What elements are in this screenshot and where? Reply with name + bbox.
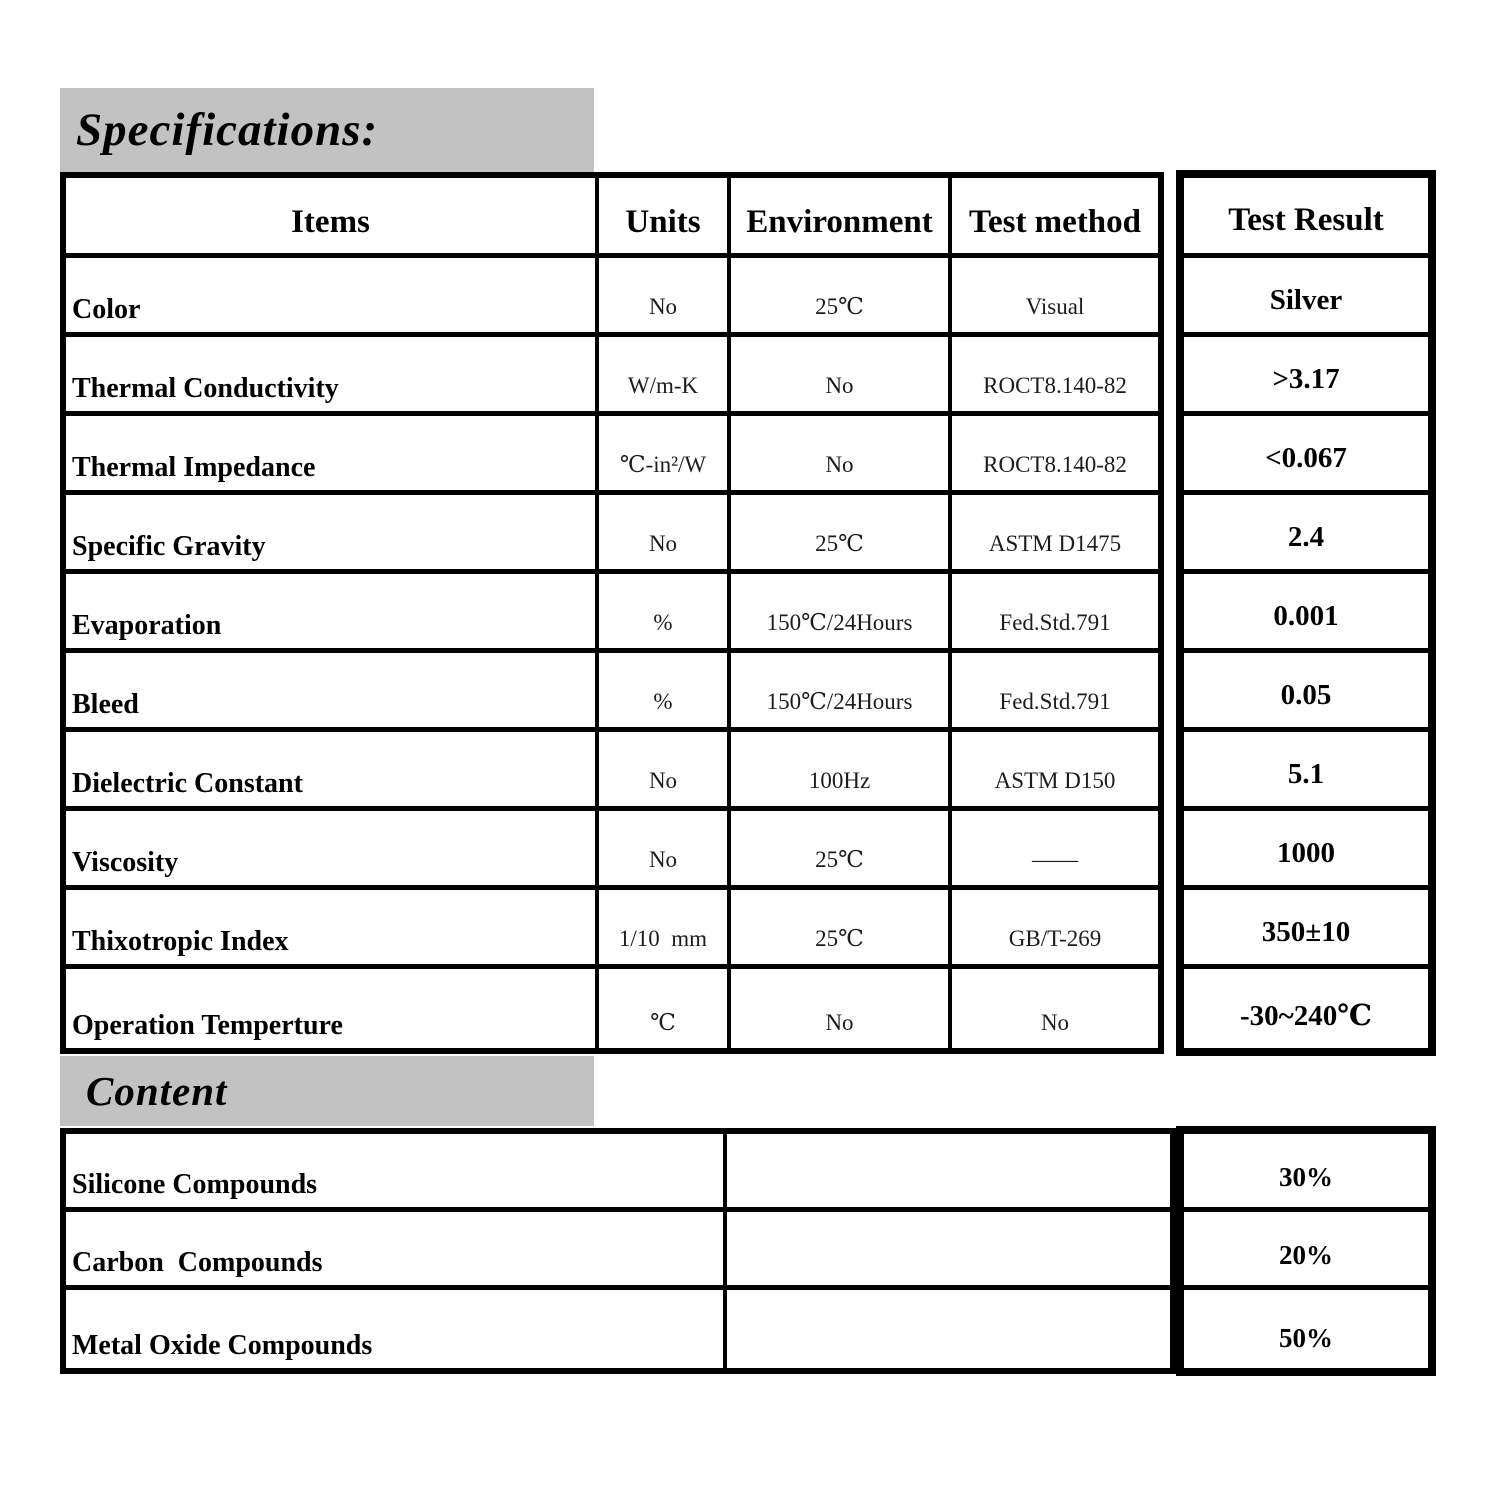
test-result-column [1176,170,1436,1056]
spec-environment-color: 25℃ [731,258,952,337]
column-header-test-result: Test Result [1184,178,1428,258]
column-header-items: Items [66,178,599,258]
spec-item-operation-temperture: Operation Temperture [66,969,599,1048]
spec-test-method-operation-temperture: No [1040,1010,1070,1035]
content-value-silicone-compounds: 30% [1184,1134,1428,1212]
spec-result-thermal-impedance: <0.067 [1184,416,1428,495]
spec-item-dielectric-constant: Dielectric Constant [66,732,599,811]
spec-units-bleed: % [599,653,731,732]
spec-result-bleed: 0.05 [1184,653,1428,732]
spec-result-viscosity: 1000 [1184,811,1428,890]
content-value-metal-oxide-compounds: 50% [1279,1323,1333,1353]
spec-units-thermal-conductivity: W/m-K [599,337,731,416]
specifications-title: Specifications: [76,104,379,156]
spec-result-operation-temperture: -30~240℃ [1240,1000,1372,1032]
spec-environment-dielectric-constant: 100Hz [731,732,952,811]
content-heading-bar [60,1056,594,1126]
spec-item-thixotropic-index: Thixotropic Index [66,890,599,969]
spec-test-method-thixotropic-index: GB/T-269 [952,890,1158,969]
spec-environment-specific-gravity: 25℃ [731,495,952,574]
content-empty-cell [727,1134,1170,1212]
spec-item-color: Color [66,258,599,337]
spec-item-thermal-conductivity: Thermal Conductivity [66,337,599,416]
spec-item-thermal-impedance: Thermal Impedance [66,416,599,495]
content-title: Content [86,1068,228,1114]
spec-item-evaporation: Evaporation [66,574,599,653]
content-item-carbon-compounds: Carbon Compounds [66,1212,727,1290]
spec-test-method-evaporation: Fed.Std.791 [952,574,1158,653]
spec-environment-bleed: 150℃/24Hours [731,653,952,732]
column-header-test-method: Test method [952,178,1158,258]
content-table [60,1128,1176,1374]
spec-units-dielectric-constant: No [599,732,731,811]
spec-test-method-bleed: Fed.Std.791 [952,653,1158,732]
content-item-metal-oxide-compounds: Metal Oxide Compounds [66,1290,727,1368]
spec-test-method-dielectric-constant: ASTM D150 [952,732,1158,811]
spec-units-color: No [599,258,731,337]
spec-item-viscosity: Viscosity [66,811,599,890]
column-header-units: Units [599,178,731,258]
spec-test-method-thermal-conductivity: ROCT8.140-82 [952,337,1158,416]
spec-environment-evaporation: 150℃/24Hours [731,574,952,653]
specifications-heading-bar [60,88,594,172]
spec-result-color: Silver [1184,258,1428,337]
spec-environment-thermal-conductivity: No [731,337,952,416]
spec-result-specific-gravity: 2.4 [1184,495,1428,574]
spec-environment-viscosity: 25℃ [731,811,952,890]
spec-test-method-color: Visual [952,258,1158,337]
content-value-carbon-compounds: 20% [1184,1212,1428,1290]
spec-units-specific-gravity: No [599,495,731,574]
spec-units-thixotropic-index: 1/10 mm [599,890,731,969]
spec-units-evaporation: % [599,574,731,653]
spec-test-method-thermal-impedance: ROCT8.140-82 [952,416,1158,495]
specifications-table [60,172,1164,1054]
content-empty-cell [727,1212,1170,1290]
spec-units-operation-temperture: ℃ [599,969,731,1048]
spec-test-method-viscosity: —— [952,811,1158,890]
spec-item-specific-gravity: Specific Gravity [66,495,599,574]
spec-environment-thermal-impedance: No [731,416,952,495]
spec-result-dielectric-constant: 5.1 [1184,732,1428,811]
spec-units-viscosity: No [599,811,731,890]
spec-result-evaporation: 0.001 [1184,574,1428,653]
spec-test-method-specific-gravity: ASTM D1475 [952,495,1158,574]
spec-item-bleed: Bleed [66,653,599,732]
content-item-silicone-compounds: Silicone Compounds [66,1134,727,1212]
spec-environment-thixotropic-index: 25℃ [731,890,952,969]
content-percentage-column [1176,1126,1436,1376]
spec-result-thermal-conductivity: >3.17 [1184,337,1428,416]
column-header-environment: Environment [731,178,952,258]
spec-result-thixotropic-index: 350±10 [1184,890,1428,969]
content-empty-cell [727,1290,1170,1368]
spec-environment-operation-temperture: No [731,969,952,1048]
spec-units-thermal-impedance: ℃-in²/W [599,416,731,495]
